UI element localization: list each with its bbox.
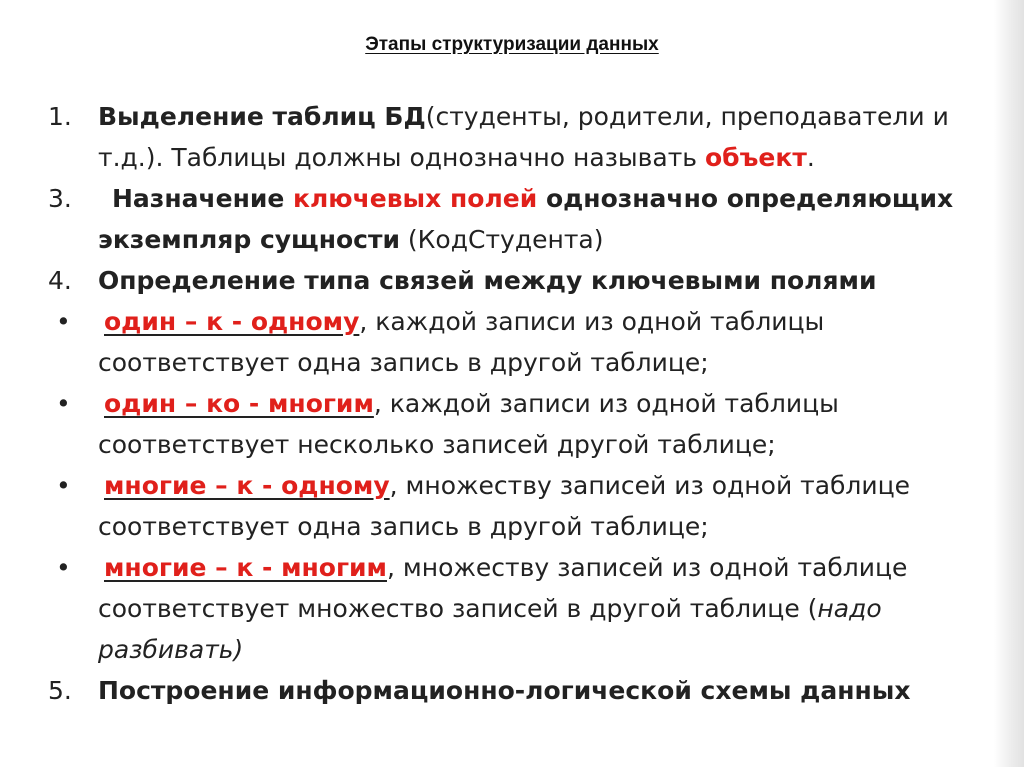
item-heading: Определение типа связей между ключевыми полями: [98, 266, 877, 295]
item-highlight: ключевых полей: [293, 184, 538, 213]
relation-type: один – ко - многим: [104, 389, 374, 418]
item-heading: Назначение: [112, 184, 294, 213]
relation-note: надо разбивать): [98, 594, 882, 664]
item-marker: 5.: [48, 676, 72, 705]
relation-description: , множеству записей из одной таблице соответствует множество записей в другой таблице (: [98, 553, 908, 623]
list-item-1: [40, 96, 980, 178]
item-marker: 4.: [48, 266, 72, 295]
item-end: .: [806, 143, 815, 172]
bullet-many-to-one: [40, 465, 980, 547]
bullet-marker: •: [56, 389, 71, 418]
bullet-marker: •: [56, 553, 71, 582]
item-heading: Выделение таблиц БД: [98, 102, 426, 131]
relation-type: один – к - одному: [104, 307, 360, 336]
item-text: (КодСтудента): [399, 225, 604, 254]
bullet-marker: •: [56, 471, 71, 500]
relation-type: многие – к - многим: [104, 553, 387, 582]
relation-description: , каждой записи из одной таблицы соответствует несколько записей другой таблице;: [98, 389, 839, 459]
list-item-4: [40, 260, 980, 301]
item-marker: 3.: [48, 184, 72, 213]
relation-type: многие – к - одному: [104, 471, 390, 500]
list-item-3: [40, 178, 980, 260]
list-item-5: [40, 670, 980, 711]
bullet-one-to-many: [40, 383, 980, 465]
stages-list: [40, 96, 980, 711]
relation-description: , множеству записей из одной таблице соответствует одна запись в другой таблице;: [98, 471, 911, 541]
bullet-marker: •: [56, 307, 71, 336]
item-heading: Построение информационно-логической схемы данных: [98, 676, 911, 705]
bullet-one-to-one: [40, 301, 980, 383]
item-highlight: объект: [704, 143, 807, 172]
slide-title-text: Этапы структуризации данных: [365, 34, 659, 55]
item-marker: 1.: [48, 102, 72, 131]
slide-title: [0, 34, 1024, 56]
relation-description: , каждой записи из одной таблицы соответствует одна запись в другой таблице;: [98, 307, 825, 377]
item-text: (студенты, родители, преподаватели и т.д.). Таблицы должны однозначно называть: [98, 102, 949, 172]
item-heading-continued: однозначно определяющих экземпляр сущности: [98, 184, 954, 254]
bullet-many-to-many: [40, 547, 980, 670]
page-edge-shadow: [994, 0, 1024, 767]
